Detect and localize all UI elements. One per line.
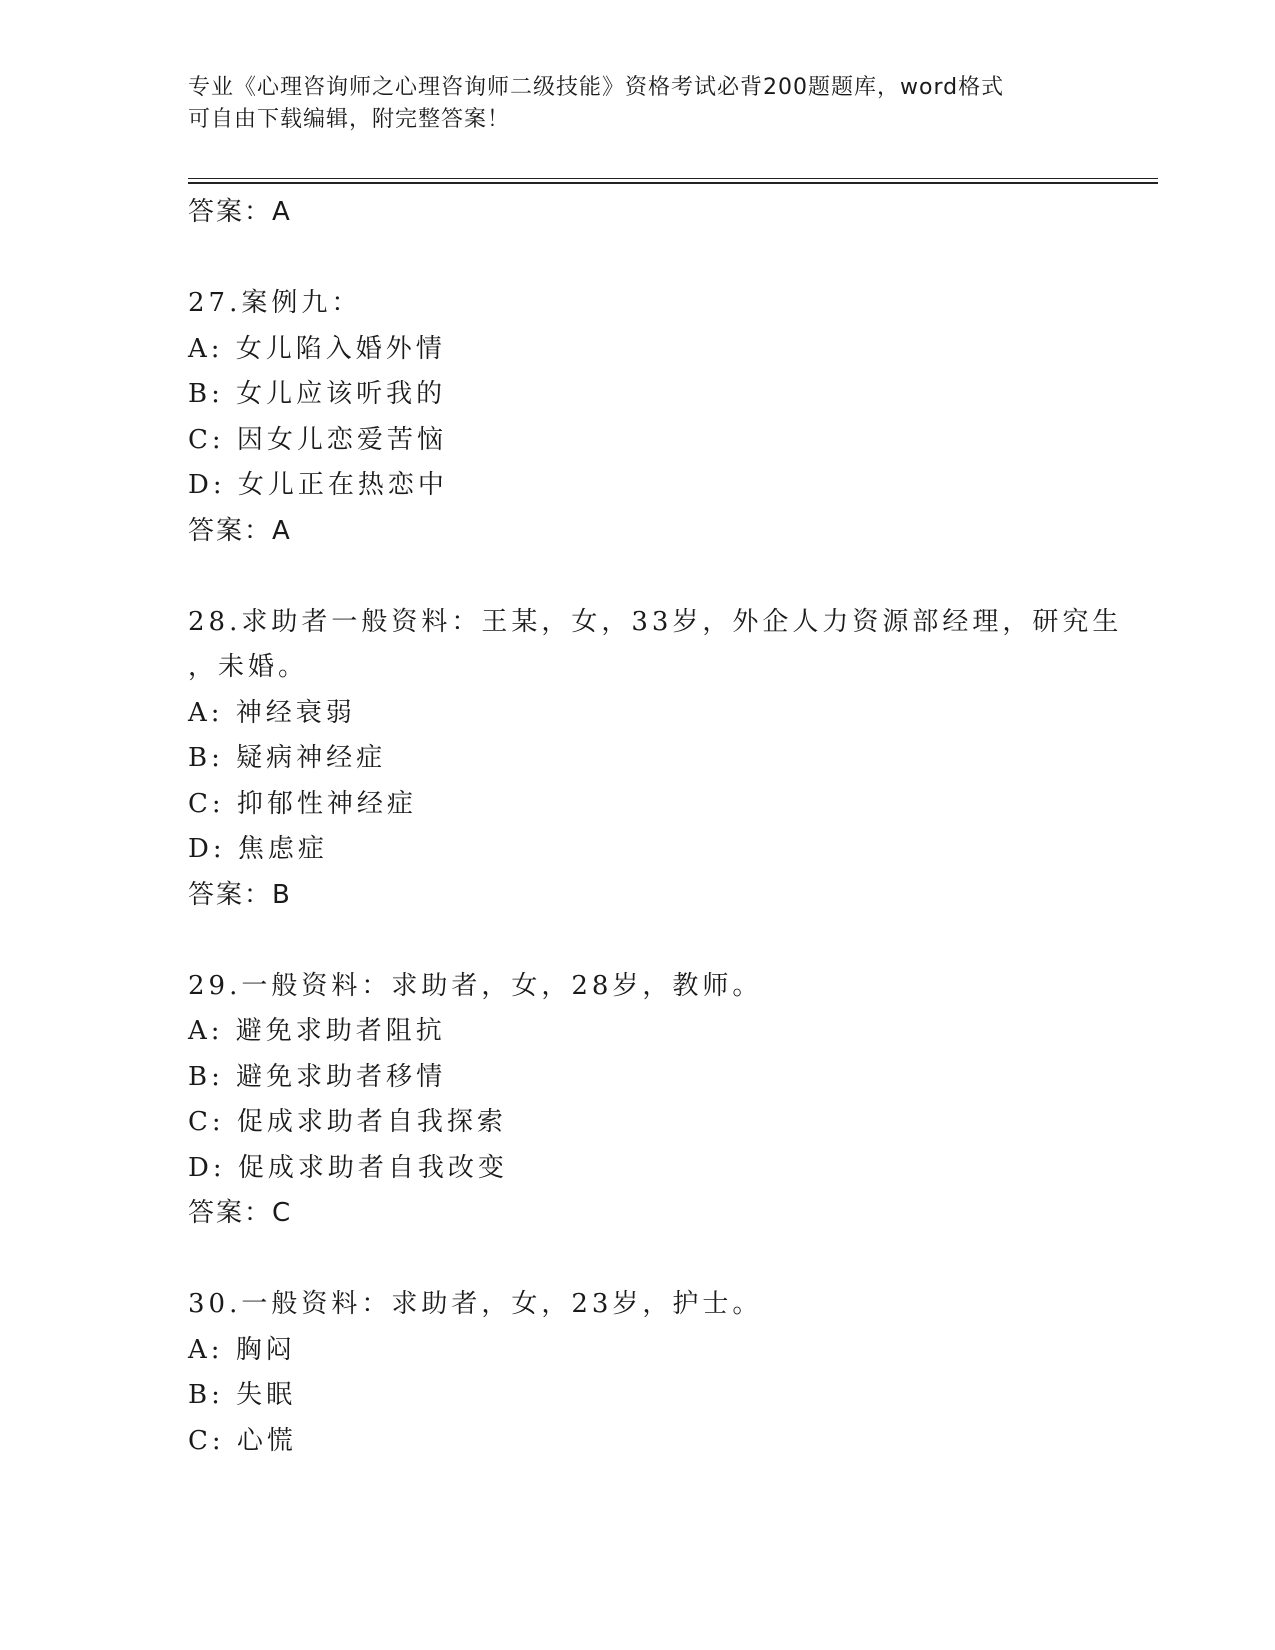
option-b: B: 避免求助者移情 [188,1061,447,1092]
answer-line: 答案：B [188,879,292,910]
question-stem: 29.一般资料：求助者，女，28岁，教师。 [188,970,763,1001]
option-c: C: 因女儿恋爱苦恼 [188,424,447,455]
option-a: A: 胸闷 [188,1334,296,1365]
option-a: A: 神经衰弱 [188,697,356,728]
answer-line: 答案：A [188,515,292,546]
option-c: C: 抑郁性神经症 [188,788,417,819]
option-d: D: 女儿正在热恋中 [188,470,448,500]
question-stem: 30.一般资料：求助者，女，23岁，护士。 [188,1289,763,1319]
option-b: B: 失眠 [188,1380,297,1410]
document-body [188,190,1123,1464]
option-d: D: 促成求助者自我改变 [188,1152,508,1183]
question-29 [188,964,1088,1237]
header-divider [188,178,1158,179]
option-c: C: 促成求助者自我探索 [188,1107,507,1137]
option-b: B: 疑病神经症 [188,743,387,773]
option-a: A: 女儿陷入婚外情 [188,333,446,364]
option-b: B: 女儿应该听我的 [188,379,447,409]
question-27 [188,281,1088,554]
question-stem: 28.求助者一般资料：王某，女，33岁，外企人力资源部经理，研究生 [188,606,1123,637]
header-divider-thick [188,182,1158,184]
question-stem-continued: ，未婚。 [188,652,309,682]
header-line-1: 专业《心理咨询师之心理咨询师二级技能》资格考试必背200题题库，word格式 [188,75,1005,100]
answer-line: 答案：C [188,1198,293,1228]
question-30 [188,1282,1088,1464]
header-line-2: 可自由下载编辑，附完整答案！ [188,107,511,132]
question-28 [188,600,1123,919]
option-c: C: 心慌 [188,1425,297,1456]
document-header [188,72,1068,136]
option-a: A: 避免求助者阻抗 [188,1016,446,1046]
option-d: D: 焦虑症 [188,834,328,864]
question-stem: 27.案例九： [188,288,362,318]
answer-line: 答案：A [188,197,292,227]
